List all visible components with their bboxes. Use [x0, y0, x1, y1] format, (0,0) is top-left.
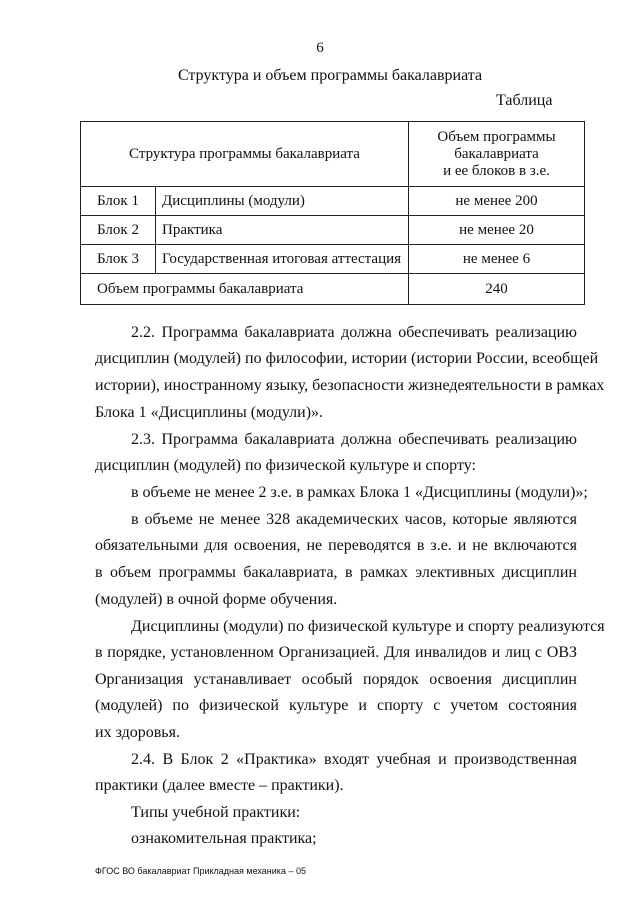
paragraph-pe-line-2: в порядке, установленном Организацией. Для инвалидов и лиц с ОВЗ: [95, 644, 577, 661]
header-volume-line-3: и ее блоков в з.е.: [443, 162, 550, 179]
table-total-row: [81, 274, 585, 305]
practice-type-1: ознакомительная практика;: [131, 830, 317, 847]
header-structure: Структура программы бакалавриата: [81, 122, 409, 187]
paragraph-2-2-line-1: 2.2. Программа бакалавриата должна обеспечивать реализацию: [131, 324, 577, 341]
section-title: Структура и объем программы бакалавриата: [177, 67, 483, 84]
paragraph-pe-line-5: их здоровья.: [95, 724, 180, 741]
paragraph-2-4-line-2: практики (далее вместе – практики).: [95, 777, 344, 794]
paragraph-2-2-line-4: Блока 1 «Дисциплины (модули)».: [95, 404, 324, 421]
total-label: Объем программы бакалавриата: [81, 274, 409, 305]
paragraph-pe-line-3: Организация устанавливает особый порядок освоения дисциплин: [95, 671, 577, 688]
program-structure-table: [80, 121, 585, 305]
block-label: Блок 2: [81, 216, 156, 245]
paragraph-2-3-line-2: дисциплин (модулей) по физической культуре и спорту:: [95, 457, 476, 474]
practice-types-heading: Типы учебной практики:: [131, 804, 301, 821]
page-number: 6: [316, 40, 324, 56]
block-name: Государственная итоговая аттестация: [156, 245, 409, 274]
paragraph-2-2-line-3: истории), иностранному языку, безопасности жизнедеятельности в рамках: [95, 377, 605, 394]
block-name: Практика: [156, 216, 409, 245]
paragraph-2-3-item-b-line-1: в объеме не менее 328 академических часов, которые являются: [131, 511, 577, 528]
paragraph-pe-line-4: (модулей) по физической культуре и спорту с учетом состояния: [95, 697, 577, 714]
paragraph-2-2-line-2: дисциплин (модулей) по философии, истории (истории России, всеобщей: [95, 350, 599, 367]
block-volume: не менее 200: [409, 187, 585, 216]
paragraph-2-3-item-b-line-4: (модулей) в очной форме обучения.: [95, 591, 338, 608]
paragraph-2-3-item-b-line-2: обязательными для освоения, не переводятся в з.е. и не включаются: [95, 537, 577, 554]
block-label: Блок 3: [81, 245, 156, 274]
header-volume-line-1: Объем программы: [437, 128, 556, 145]
header-volume-line-2: бакалавриата: [454, 145, 539, 162]
footer: ФГОС ВО бакалавриат Прикладная механика – 05: [95, 866, 306, 876]
block-volume: не менее 6: [409, 245, 585, 274]
paragraph-2-3-item-b-line-3: в объем программы бакалавриата, в рамках элективных дисциплин: [95, 564, 577, 581]
table-caption: Таблица: [496, 92, 553, 109]
paragraph-2-4-line-1: 2.4. В Блок 2 «Практика» входят учебная и производственная: [131, 751, 577, 768]
header-volume: [409, 122, 585, 187]
block-name: Дисциплины (модули): [156, 187, 409, 216]
paragraph-2-3-line-1: 2.3. Программа бакалавриата должна обеспечивать реализацию: [131, 431, 577, 448]
table-row: [81, 216, 585, 245]
paragraph-2-3-item-a: в объеме не менее 2 з.е. в рамках Блока 1 «Дисциплины (модули)»;: [131, 484, 588, 501]
table-row: [81, 187, 585, 216]
table-row: [81, 245, 585, 274]
block-volume: не менее 20: [409, 216, 585, 245]
total-value: 240: [409, 274, 585, 305]
block-label: Блок 1: [81, 187, 156, 216]
table-header-row: [81, 122, 585, 187]
paragraph-pe-line-1: Дисциплины (модули) по физической культуре и спорту реализуются: [131, 618, 605, 635]
